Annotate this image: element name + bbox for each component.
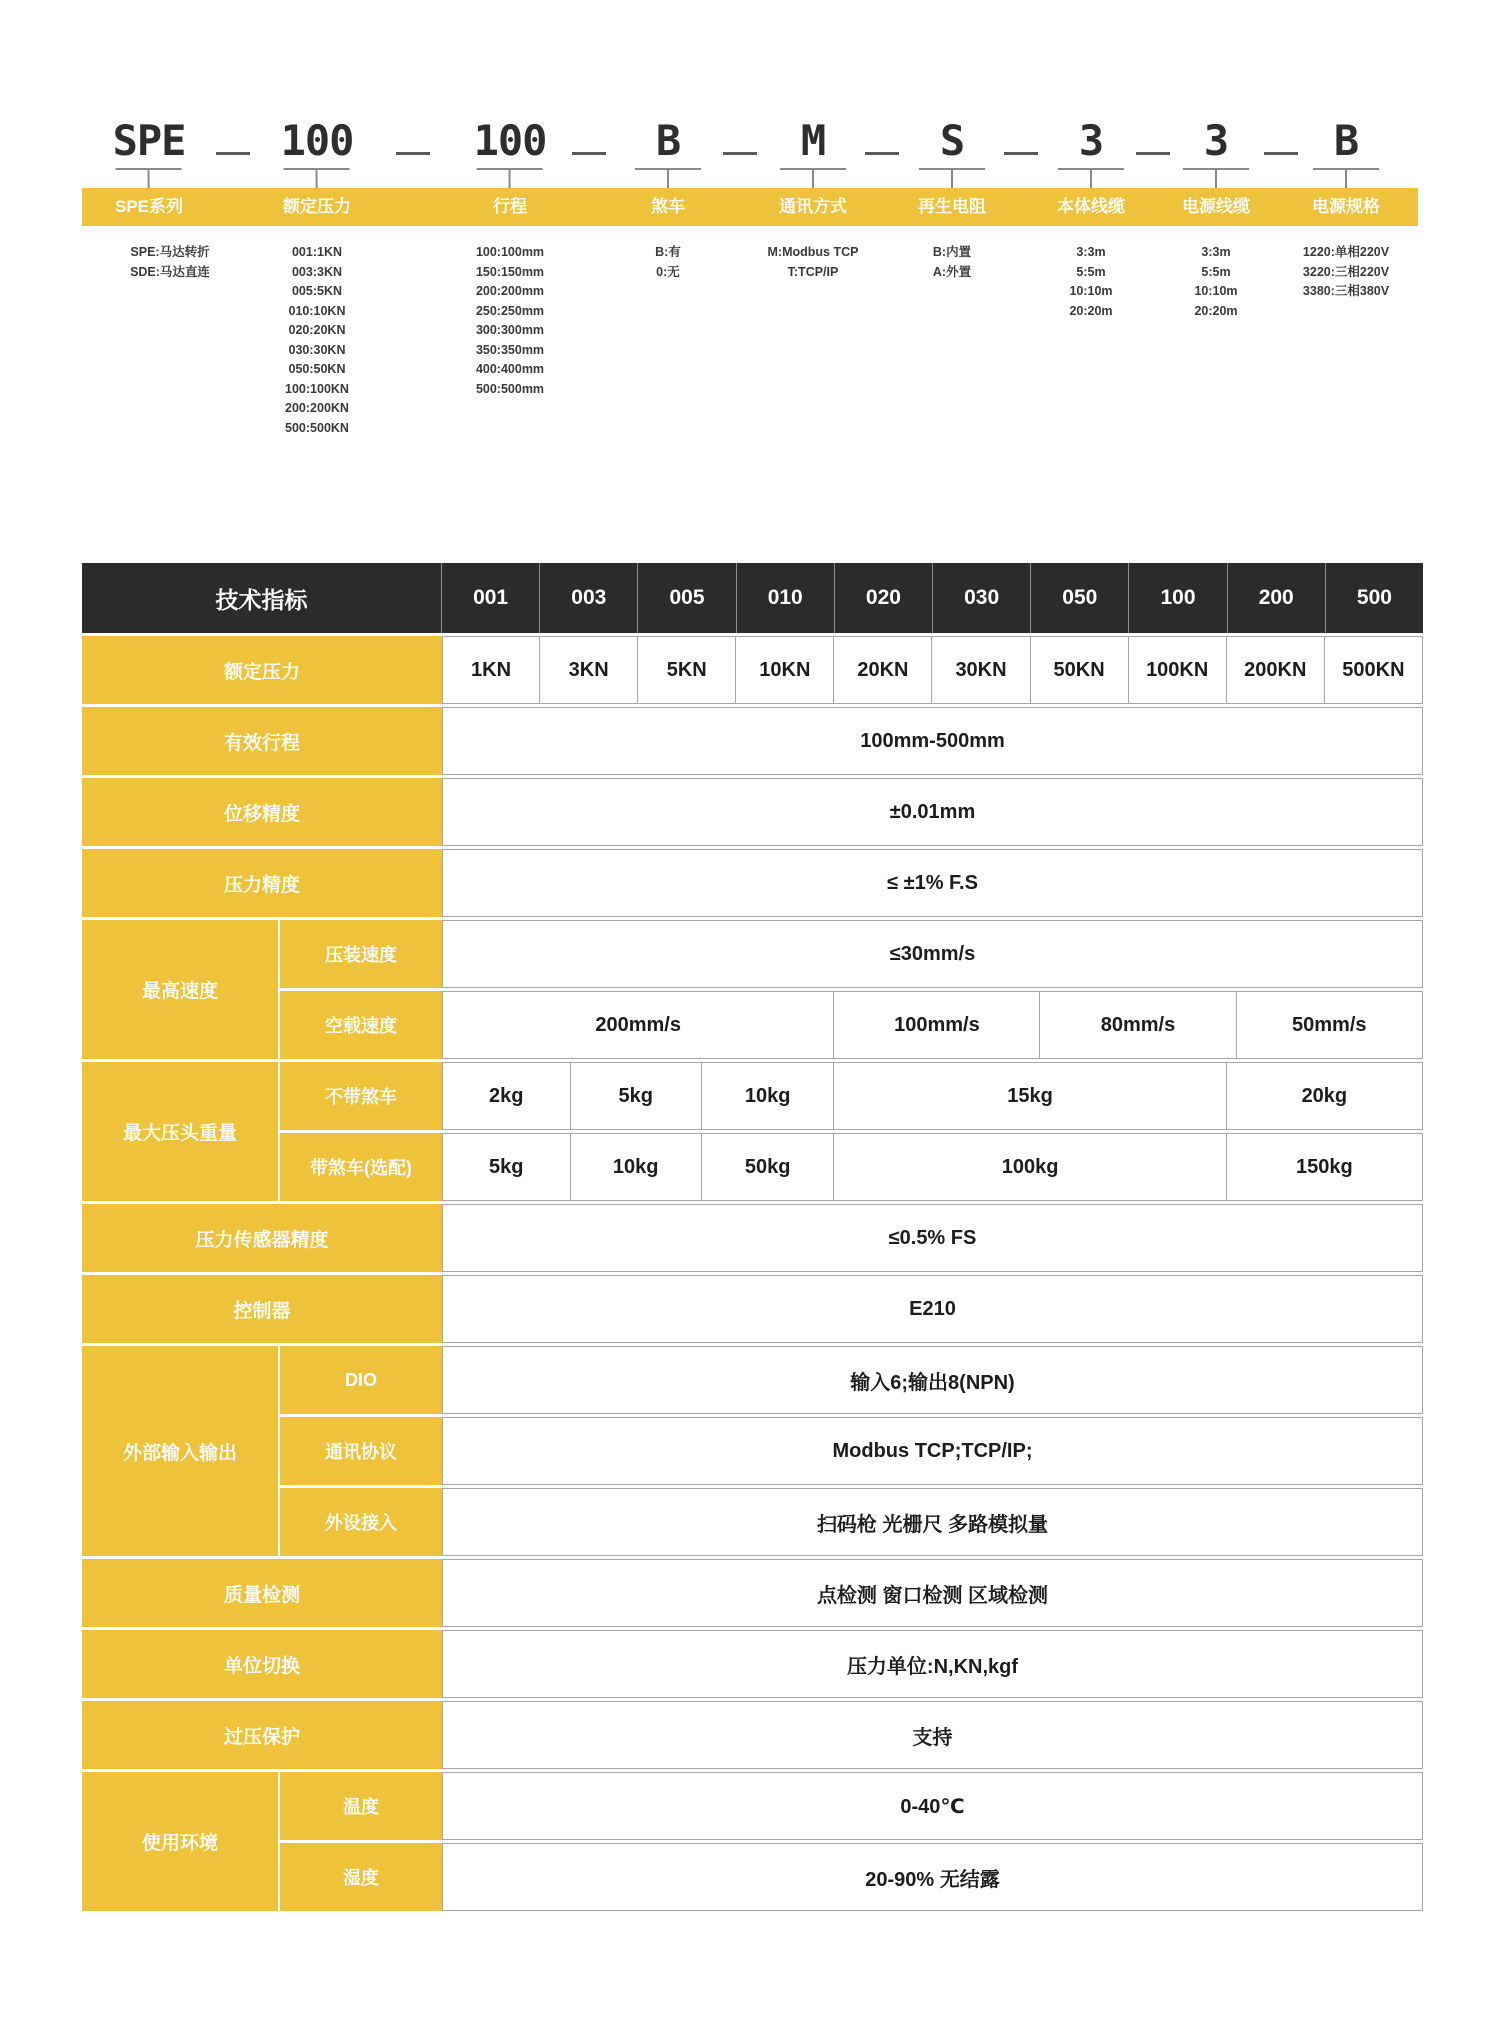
data-cell: 15kg	[834, 1062, 1226, 1130]
model-code-segment	[281, 118, 354, 188]
legend-option: B:内置	[932, 245, 972, 259]
table-row-group	[82, 1346, 1423, 1556]
header-column-cell: 100	[1129, 563, 1227, 633]
table-row	[82, 1630, 1423, 1698]
legend-option: 200:200KN	[285, 401, 349, 415]
header-column-cell: 001	[442, 563, 540, 633]
data-cell: 150kg	[1227, 1133, 1423, 1201]
data-cell: E210	[442, 1275, 1423, 1343]
data-cell: 压力单位:N,KN,kgf	[442, 1630, 1423, 1698]
data-cell: 5kg	[571, 1062, 702, 1130]
data-cell: 50mm/s	[1237, 991, 1423, 1059]
legend-option: 10:10m	[1194, 284, 1238, 298]
legend-option: 150:150mm	[475, 264, 545, 279]
legend-band-label: 行程	[493, 197, 527, 216]
model-code-segment	[1183, 118, 1249, 188]
data-cell: 5kg	[442, 1133, 571, 1201]
data-cell: 200mm/s	[442, 991, 834, 1059]
legend-option: 100:100mm	[475, 245, 545, 259]
model-code-segment	[780, 118, 846, 188]
legend-option: M:Modbus TCP	[767, 245, 859, 259]
header-column-cell: 005	[638, 563, 736, 633]
legend-option: 001:1KN	[291, 245, 343, 259]
code-dash	[1004, 152, 1038, 155]
legend-options-column	[476, 243, 544, 399]
model-code-text: SPE	[112, 116, 186, 165]
data-cell: 50kg	[702, 1133, 834, 1201]
code-connector-line	[1345, 170, 1347, 188]
legend-option: 003:3KN	[291, 264, 343, 279]
data-cell: 100KN	[1129, 636, 1227, 704]
group-label: 最大压头重量	[82, 1062, 278, 1201]
code-connector-line	[1215, 170, 1217, 188]
legend-option: 010:10KN	[288, 303, 346, 318]
row-sub-label: 湿度	[280, 1843, 442, 1911]
code-dash	[216, 152, 250, 155]
legend-band-label: 电源规格	[1312, 197, 1380, 216]
code-connector-line	[509, 170, 511, 188]
data-cell: 80mm/s	[1040, 991, 1236, 1059]
header-column-cell: 500	[1326, 563, 1423, 633]
row-data-area	[442, 1133, 1423, 1201]
code-connector-line	[316, 170, 318, 188]
table-row	[280, 991, 1423, 1059]
legend-band-label: 额定压力	[283, 197, 351, 216]
legend-options-column	[1069, 243, 1112, 321]
model-code-segment	[1058, 118, 1124, 188]
row-sub-label: 通讯协议	[280, 1417, 442, 1485]
code-dash	[1264, 152, 1298, 155]
header-title-cell: 技术指标	[82, 563, 442, 633]
data-cell: 支持	[442, 1701, 1423, 1769]
data-cell: ≤ ±1% F.S	[442, 849, 1423, 917]
row-data-area	[442, 991, 1423, 1059]
data-cell: 20kg	[1227, 1062, 1423, 1130]
legend-option: 3220:三相220V	[1302, 264, 1390, 279]
table-row	[82, 849, 1423, 917]
row-label: 有效行程	[82, 707, 442, 775]
row-sub-label: 外设接入	[280, 1488, 442, 1556]
legend-option: 3:3m	[1076, 245, 1106, 259]
row-sub-label: DIO	[280, 1346, 442, 1414]
table-row	[82, 1701, 1423, 1769]
legend-band-label: 电源线缆	[1182, 197, 1250, 216]
header-column-cell: 200	[1228, 563, 1326, 633]
legend-option: 5:5m	[1201, 264, 1231, 279]
legend-option: 100:100KN	[285, 381, 349, 396]
table-row	[280, 1133, 1423, 1201]
model-code-segment	[919, 118, 985, 188]
row-data-area	[442, 1204, 1423, 1272]
legend-option: 20:20m	[1194, 303, 1238, 318]
data-cell: 20-90% 无结露	[442, 1843, 1423, 1911]
row-sub-label: 带煞车(选配)	[280, 1133, 442, 1201]
table-row	[82, 1204, 1423, 1272]
row-data-area	[442, 1062, 1423, 1130]
row-data-area	[442, 1701, 1423, 1769]
table-row	[82, 636, 1423, 704]
row-data-area	[442, 1772, 1423, 1840]
group-label: 最高速度	[82, 920, 278, 1059]
group-body	[280, 1346, 1423, 1556]
legend-option: 200:200mm	[475, 284, 545, 298]
table-row	[280, 1417, 1423, 1485]
legend-option: 3380:三相380V	[1302, 284, 1390, 298]
legend-option: 050:50KN	[288, 362, 346, 376]
data-cell: 10kg	[571, 1133, 702, 1201]
legend-option: 400:400mm	[475, 362, 545, 376]
header-column-cell: 050	[1031, 563, 1129, 633]
row-label: 控制器	[82, 1275, 442, 1343]
legend-band-label: 本体线缆	[1057, 197, 1125, 216]
table-row-group	[82, 1772, 1423, 1911]
data-cell: 100mm/s	[834, 991, 1040, 1059]
model-code-text: 100	[473, 116, 547, 165]
header-column-cell: 010	[737, 563, 835, 633]
code-dash	[723, 152, 757, 155]
data-cell: ≤0.5% FS	[442, 1204, 1423, 1272]
code-dash	[572, 152, 606, 155]
legend-band	[82, 188, 1418, 226]
table-body	[82, 636, 1423, 1911]
model-code-text: 3	[1203, 116, 1229, 165]
table-row	[280, 1062, 1423, 1130]
row-label: 质量检测	[82, 1559, 442, 1627]
legend-band-label: 煞车	[651, 197, 685, 216]
row-data-area	[442, 920, 1423, 988]
legend-options-column	[1303, 243, 1389, 302]
spec-table	[82, 563, 1423, 1914]
row-data-area	[442, 778, 1423, 846]
data-cell: 扫码枪 光栅尺 多路模拟量	[442, 1488, 1423, 1556]
data-cell: 3KN	[540, 636, 638, 704]
legend-option: T:TCP/IP	[787, 264, 839, 279]
code-dash	[865, 152, 899, 155]
row-data-area	[442, 1559, 1423, 1627]
legend-option: 500:500mm	[475, 381, 545, 396]
legend-band-label: 通讯方式	[779, 197, 847, 216]
data-cell: 2kg	[442, 1062, 571, 1130]
table-row	[82, 707, 1423, 775]
group-body	[280, 1772, 1423, 1911]
code-connector-line	[667, 170, 669, 188]
model-code-segment	[635, 118, 701, 188]
table-row-group	[82, 920, 1423, 1059]
group-body	[280, 1062, 1423, 1201]
group-label: 外部输入输出	[82, 1346, 278, 1556]
table-row	[82, 1559, 1423, 1627]
model-code-text: 100	[280, 116, 354, 165]
data-cell: 30KN	[932, 636, 1030, 704]
legend-option: 500:500KN	[285, 420, 349, 435]
row-label: 过压保护	[82, 1701, 442, 1769]
legend-option: 0:无	[656, 264, 680, 279]
model-code-text: 3	[1078, 116, 1104, 165]
data-cell: 1KN	[442, 636, 540, 704]
data-cell: 50KN	[1031, 636, 1129, 704]
legend-option: 5:5m	[1076, 264, 1106, 279]
legend-options-column	[768, 243, 859, 282]
legend-option: B:有	[655, 245, 681, 259]
data-cell: 100mm-500mm	[442, 707, 1423, 775]
legend-option: 030:30KN	[288, 342, 346, 357]
data-cell: 10KN	[736, 636, 834, 704]
row-label: 位移精度	[82, 778, 442, 846]
header-column-cell: 003	[540, 563, 638, 633]
table-row	[82, 778, 1423, 846]
legend-option: SDE:马达直连	[130, 264, 210, 279]
row-data-area	[442, 1630, 1423, 1698]
legend-option: 3:3m	[1201, 245, 1231, 259]
row-data-area	[442, 849, 1423, 917]
data-cell: Modbus TCP;TCP/IP;	[442, 1417, 1423, 1485]
model-code-segment	[113, 118, 186, 188]
table-row	[280, 1843, 1423, 1911]
header-column-cell: 030	[933, 563, 1031, 633]
legend-options-column	[285, 243, 349, 438]
table-row	[280, 920, 1423, 988]
legend-options-column	[933, 243, 971, 282]
row-label: 压力精度	[82, 849, 442, 917]
data-cell: 100kg	[834, 1133, 1226, 1201]
legend-option: 20:20m	[1069, 303, 1113, 318]
row-label: 额定压力	[82, 636, 442, 704]
code-connector-line	[1090, 170, 1092, 188]
data-cell: 5KN	[638, 636, 736, 704]
model-code-segment	[474, 118, 547, 188]
data-cell: 200KN	[1227, 636, 1325, 704]
data-cell: ≤30mm/s	[442, 920, 1423, 988]
row-sub-label: 不带煞车	[280, 1062, 442, 1130]
row-sub-label: 温度	[280, 1772, 442, 1840]
legend-options-column	[1194, 243, 1237, 321]
legend-option: 250:250mm	[475, 303, 545, 318]
group-body	[280, 920, 1423, 1059]
legend-options-column	[655, 243, 681, 282]
legend-band-label: 再生电阻	[918, 197, 986, 216]
header-column-cell: 020	[835, 563, 933, 633]
table-row	[82, 1275, 1423, 1343]
code-connector-line	[951, 170, 953, 188]
legend-option: 020:20KN	[288, 323, 346, 337]
row-data-area	[442, 707, 1423, 775]
legend-option: 300:300mm	[475, 323, 545, 337]
data-cell: 输入6;输出8(NPN)	[442, 1346, 1423, 1414]
row-data-area	[442, 1488, 1423, 1556]
legend-band-label: SPE系列	[114, 197, 184, 216]
code-dash	[396, 152, 430, 155]
row-data-area	[442, 1417, 1423, 1485]
model-code-text: B	[655, 116, 681, 165]
row-sub-label: 空载速度	[280, 991, 442, 1059]
legend-option: 1220:单相220V	[1302, 245, 1390, 259]
row-data-area	[442, 1346, 1423, 1414]
data-cell: ±0.01mm	[442, 778, 1423, 846]
model-code-text: S	[939, 116, 965, 165]
table-header	[82, 563, 1423, 633]
legend-option: 350:350mm	[475, 342, 545, 357]
row-label: 单位切换	[82, 1630, 442, 1698]
data-cell: 点检测 窗口检测 区域检测	[442, 1559, 1423, 1627]
row-sub-label: 压装速度	[280, 920, 442, 988]
model-code-text: M	[800, 116, 826, 165]
row-data-area	[442, 636, 1423, 704]
row-data-area	[442, 1843, 1423, 1911]
group-label: 使用环境	[82, 1772, 278, 1911]
legend-option: SPE:马达转折	[130, 245, 210, 259]
legend-options-column	[130, 243, 210, 282]
code-connector-line	[148, 170, 150, 188]
table-row	[280, 1488, 1423, 1556]
code-connector-line	[812, 170, 814, 188]
data-cell: 500KN	[1325, 636, 1423, 704]
data-cell: 20KN	[834, 636, 932, 704]
code-dash	[1136, 152, 1170, 155]
table-row	[280, 1346, 1423, 1414]
legend-option: 005:5KN	[291, 284, 343, 298]
data-cell: 10kg	[702, 1062, 834, 1130]
data-cell: 0-40℃	[442, 1772, 1423, 1840]
row-data-area	[442, 1275, 1423, 1343]
table-row	[280, 1772, 1423, 1840]
model-code-segment	[1313, 118, 1379, 188]
table-row-group	[82, 1062, 1423, 1201]
row-label: 压力传感器精度	[82, 1204, 442, 1272]
legend-option: A:外置	[932, 264, 972, 279]
legend-option: 10:10m	[1069, 284, 1113, 298]
model-code-text: B	[1333, 116, 1359, 165]
